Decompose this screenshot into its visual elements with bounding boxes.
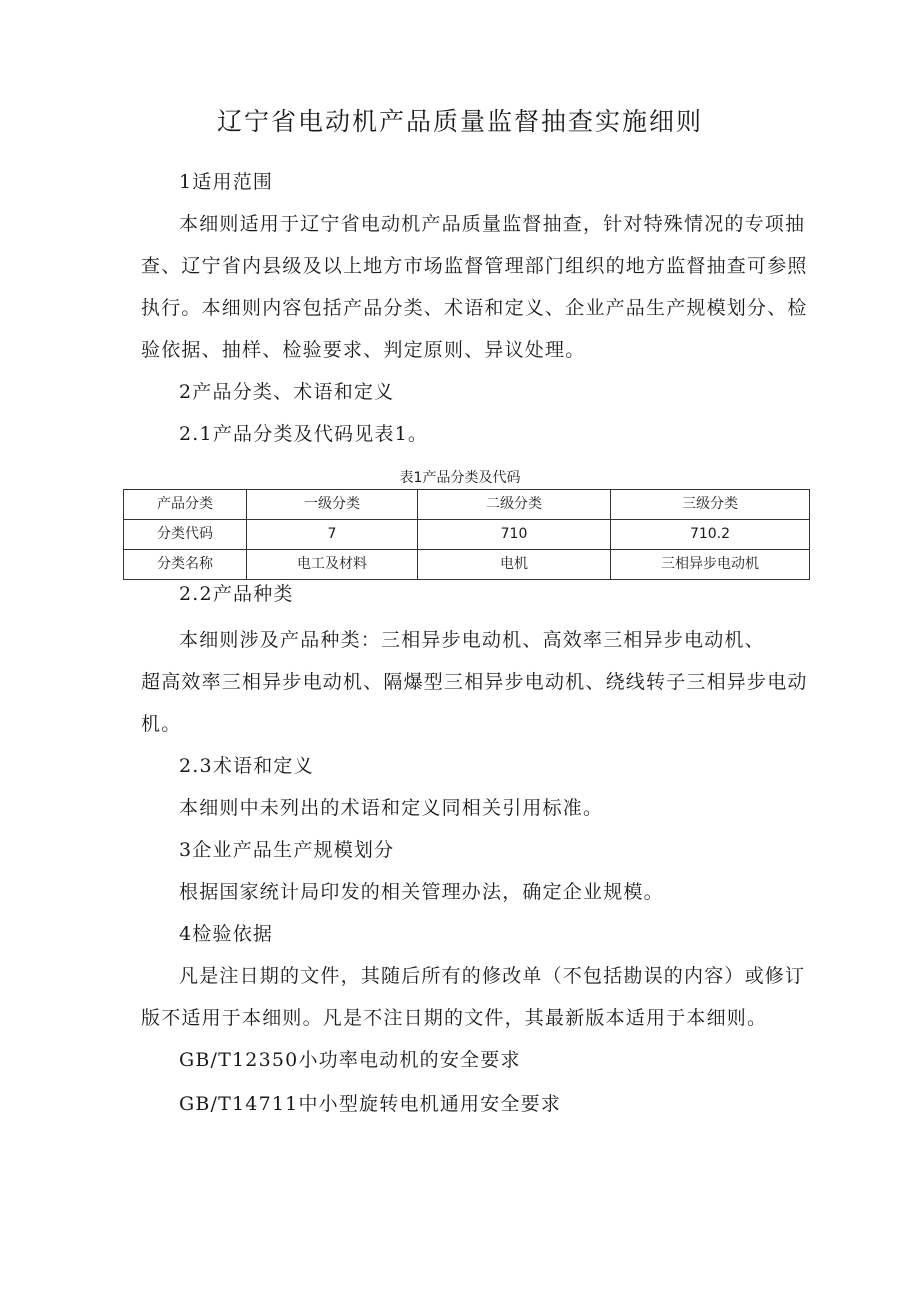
table-cell: 三级分类 (611, 490, 810, 520)
document-title: 辽宁省电动机产品质量监督抽查实施细则 (216, 107, 703, 136)
table-cell: 710 (418, 520, 611, 550)
table-cell: 电机 (418, 550, 611, 580)
paragraph-line: 本细则中未列出的术语和定义同相关引用标准。 (179, 797, 604, 819)
table-cell: 电工及材料 (247, 550, 418, 580)
section-2-2: 2.2产品种类 (179, 583, 294, 605)
section-2-1: 2.1产品分类及代码见表1。 (179, 423, 429, 445)
paragraph-line: 查、辽宁省内县级及以上地方市场监督管理部门组织的地方监督抽查可参照 (141, 255, 808, 277)
paragraph-line: 超高效率三相异步电动机、隔爆型三相异步电动机、绕线转子三相异步电动 (141, 671, 808, 693)
table-cell: 一级分类 (247, 490, 418, 520)
table-caption: 表1产品分类及代码 (399, 470, 521, 486)
paragraph-line: 根据国家统计局印发的相关管理办法，确定企业规模。 (179, 881, 664, 903)
paragraph-line: 机。 (141, 713, 182, 735)
paragraph-line: 版不适用于本细则。凡是不注日期的文件，其最新版本适用于本细则。 (141, 1007, 768, 1029)
section-1-heading: 1适用范围 (179, 171, 274, 193)
table-cell: 710.2 (611, 520, 810, 550)
standard-reference: GB/T12350小功率电动机的安全要求 (179, 1049, 521, 1071)
table-cell: 分类名称 (124, 550, 247, 580)
table-cell: 产品分类 (124, 490, 247, 520)
section-2-3: 2.3术语和定义 (179, 755, 314, 777)
table-cell: 分类代码 (124, 520, 247, 550)
table-cell: 二级分类 (418, 490, 611, 520)
paragraph-line: 验依据、抽样、检验要求、判定原则、异议处理。 (141, 339, 586, 361)
paragraph-line: 本细则涉及产品种类：三相异步电动机、高效率三相异步电动机、 (179, 629, 765, 651)
paragraph-line: 本细则适用于辽宁省电动机产品质量监督抽查，针对特殊情况的专项抽 (179, 213, 806, 235)
section-4-heading: 4检验依据 (179, 923, 274, 945)
standard-reference: GB/T14711中小型旋转电机通用安全要求 (179, 1093, 562, 1115)
section-3-heading: 3企业产品生产规模划分 (179, 839, 395, 861)
table-cell: 三相异步电动机 (611, 550, 810, 580)
table-cell: 7 (247, 520, 418, 550)
paragraph-line: 执行。本细则内容包括产品分类、术语和定义、企业产品生产规模划分、检 (141, 297, 808, 319)
table-row (124, 520, 810, 550)
paragraph-line: 凡是注日期的文件，其随后所有的修改单（不包括勘误的内容）或修订 (179, 965, 806, 987)
section-2-heading: 2产品分类、术语和定义 (179, 381, 395, 403)
table-row (124, 490, 810, 520)
classification-table (123, 489, 810, 580)
